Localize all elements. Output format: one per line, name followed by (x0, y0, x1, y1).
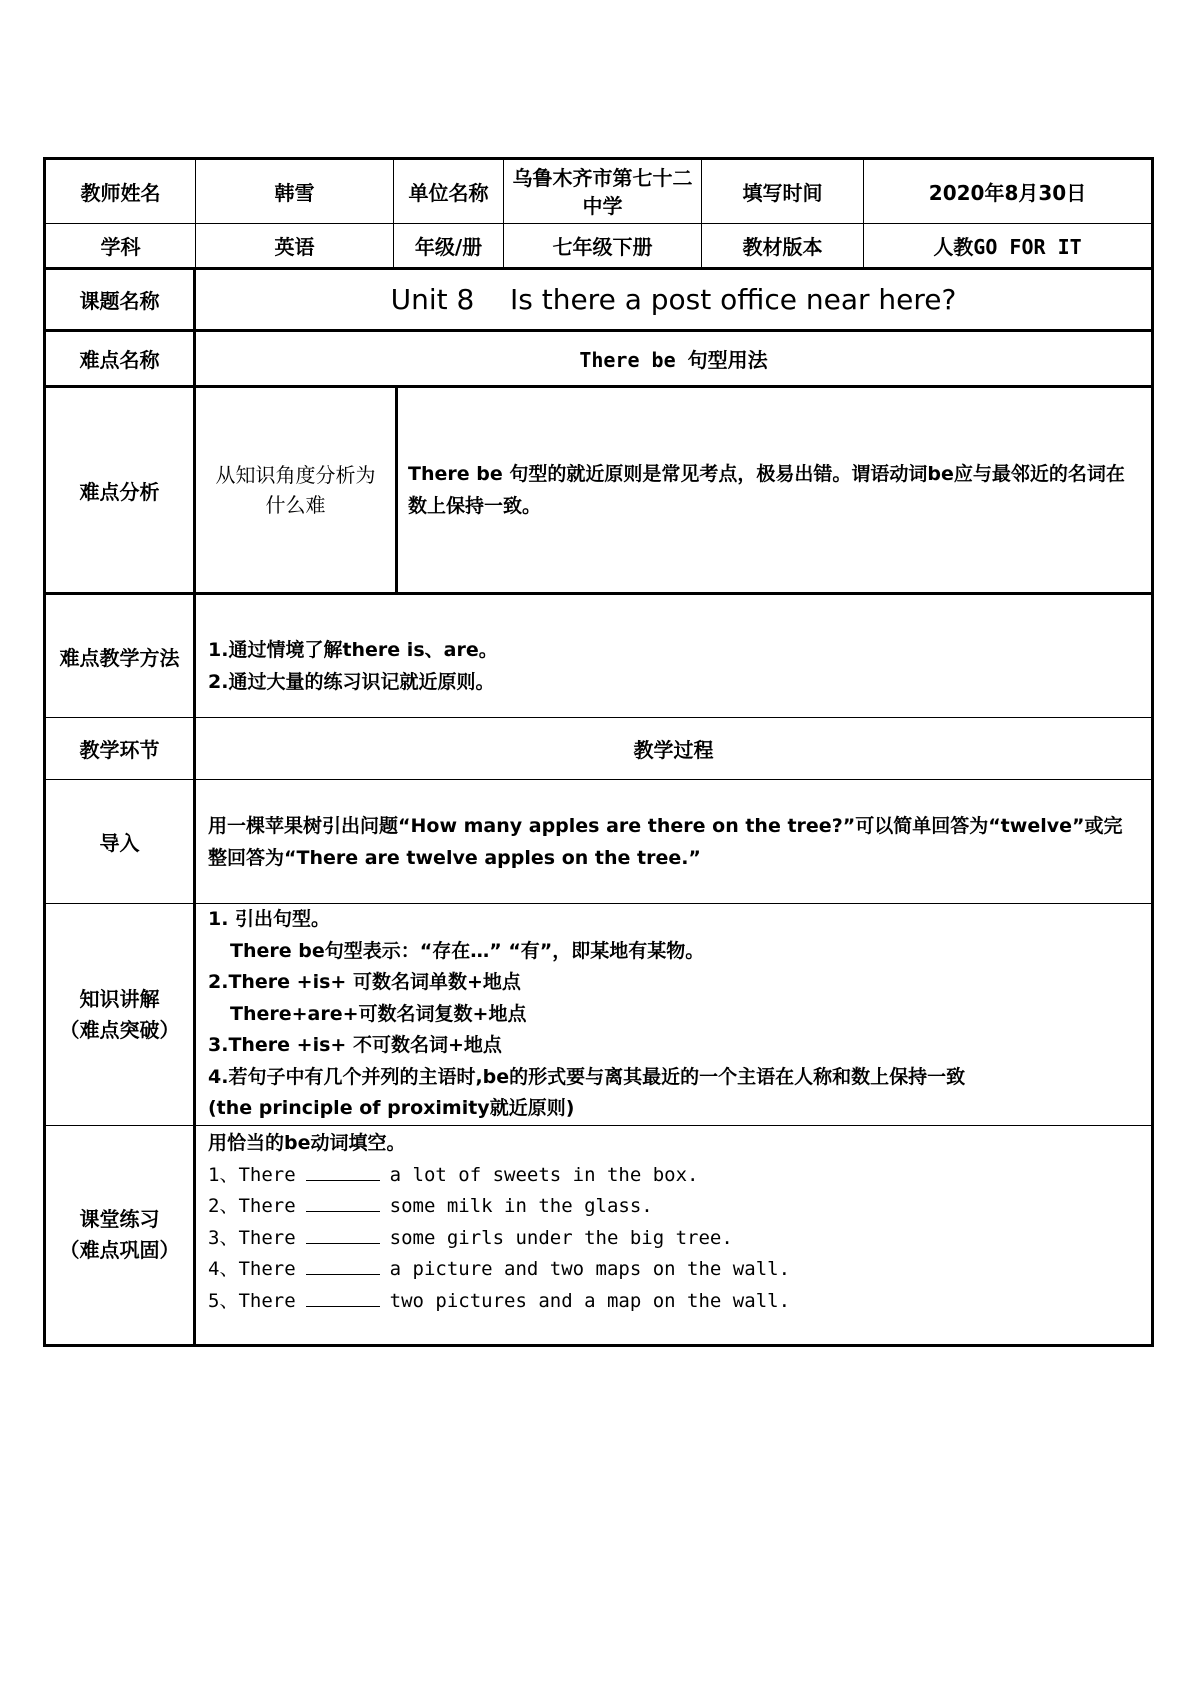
unit-name: 乌鲁木齐市第七十二中学 (504, 160, 702, 223)
answer-blank[interactable] (306, 1161, 380, 1181)
difficulty-value: There be 句型用法 (579, 348, 768, 372)
answer-blank[interactable] (306, 1224, 380, 1244)
teacher-label: 教师姓名 (46, 160, 196, 223)
practice-instruction: 用恰当的be动词填空。 (208, 1132, 406, 1154)
knowledge-label-1: 知识讲解 (79, 986, 160, 1011)
grade-label: 年级/册 (394, 224, 504, 267)
practice-label (46, 1126, 196, 1344)
method-label: 难点教学方法 (46, 595, 196, 717)
answer-blank[interactable] (306, 1255, 380, 1275)
practice-item-prefix: 3、There (208, 1226, 296, 1249)
process-value: 教学过程 (633, 738, 714, 762)
practice-item (208, 1223, 733, 1255)
method-lines (196, 595, 1151, 717)
knowledge-row (46, 904, 1151, 1126)
process-row (46, 718, 1151, 780)
topic-value: Unit 8 Is there a post office near here? (390, 283, 957, 316)
method-line: 2.通过大量的练习识记就近原则。 (208, 670, 495, 693)
practice-lines (196, 1126, 1151, 1344)
analysis-row (46, 388, 1151, 595)
knowledge-lines (196, 904, 1151, 1125)
knowledge-line: 1. 引出句型。 (208, 908, 331, 931)
intro-label: 导入 (46, 780, 196, 903)
practice-item-rest: some girls under the big tree. (389, 1226, 733, 1249)
practice-item (208, 1160, 699, 1192)
analysis-text: There be 句型的就近原则是常见考点，极易出错。谓语动词be应与最邻近的名词在数上保持一致。 (408, 463, 1125, 517)
practice-item-prefix: 1、There (208, 1163, 296, 1186)
practice-label-1: 课堂练习 (79, 1207, 160, 1231)
edition-label: 教材版本 (702, 224, 864, 267)
practice-row (46, 1126, 1151, 1344)
practice-item (208, 1286, 790, 1318)
date-value: 2020年8月30日 (928, 181, 1087, 205)
lesson-plan-table (43, 157, 1154, 1347)
practice-item-rest: some milk in the glass. (389, 1195, 653, 1217)
practice-item-prefix: 4、There (208, 1258, 296, 1280)
knowledge-line: 2.There +is+ 可数名词单数+地点 (208, 971, 521, 994)
teacher-name: 韩雪 (196, 160, 394, 223)
header-row-2 (46, 224, 1151, 270)
practice-item (208, 1191, 653, 1223)
topic-row (46, 270, 1151, 332)
subject-label: 学科 (46, 224, 196, 267)
knowledge-line: (the principle of proximity就近原则) (208, 1097, 575, 1120)
grade-value: 七年级下册 (504, 224, 702, 267)
practice-item-rest: two pictures and a map on the wall. (389, 1289, 791, 1312)
practice-item-rest: a lot of sweets in the box. (389, 1163, 699, 1186)
analysis-sub-label: 从知识角度分析为什么难 (196, 388, 398, 592)
knowledge-label-2: （难点突破） (59, 1017, 180, 1042)
answer-blank[interactable] (306, 1192, 380, 1212)
knowledge-line: There+are+可数名词复数+地点 (230, 1002, 527, 1025)
difficulty-row (46, 332, 1151, 388)
intro-text: 用一棵苹果树引出问题“How many apples are there on the tree?”可以简单回答为“twelve”或完整回答为“There are twelve apples on the tree.” (208, 814, 1123, 869)
method-row (46, 595, 1151, 718)
unit-label: 单位名称 (394, 160, 504, 223)
header-row-1 (46, 160, 1151, 224)
intro-row (46, 780, 1151, 904)
topic-label: 课题名称 (46, 270, 196, 329)
practice-label-2: （难点巩固） (59, 1238, 180, 1262)
analysis-label: 难点分析 (46, 388, 196, 592)
practice-item-rest: a picture and two maps on the wall. (389, 1258, 791, 1280)
knowledge-label (46, 904, 196, 1125)
edition-value: 人教GO FOR IT (933, 235, 1082, 259)
date-label: 填写时间 (702, 160, 864, 223)
process-label: 教学环节 (46, 718, 196, 779)
analysis-body (196, 388, 1151, 592)
subject-value: 英语 (196, 224, 394, 267)
knowledge-line: 4.若句子中有几个并列的主语时,be的形式要与离其最近的一个主语在人称和数上保持一致 (208, 1065, 966, 1088)
practice-item-prefix: 5、There (208, 1289, 296, 1312)
method-line: 1.通过情境了解there is、are。 (208, 639, 498, 661)
knowledge-line: 3.There +is+ 不可数名词+地点 (208, 1034, 502, 1057)
difficulty-label: 难点名称 (46, 332, 196, 385)
knowledge-line: There be句型表示：“存在…” “有”，即某地有某物。 (230, 939, 705, 962)
answer-blank[interactable] (306, 1287, 380, 1307)
practice-item (208, 1254, 790, 1286)
practice-item-prefix: 2、There (208, 1195, 296, 1217)
